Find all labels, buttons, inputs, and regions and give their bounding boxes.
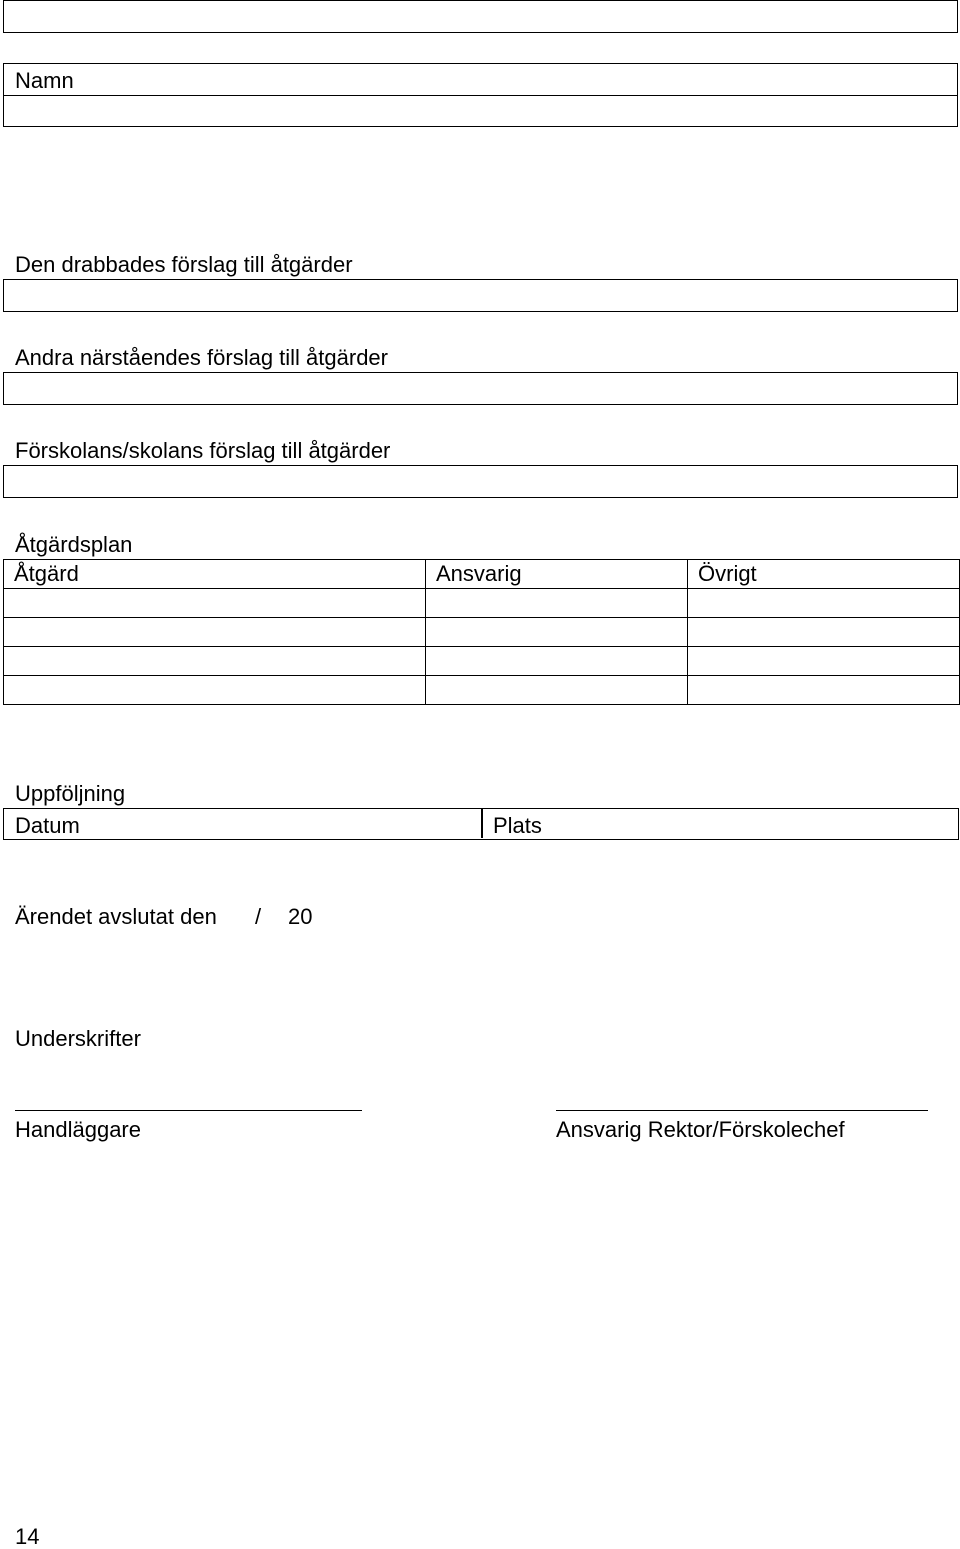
- atgardsplan-heading: Åtgärdsplan: [15, 532, 133, 557]
- table-row: [4, 618, 960, 647]
- namn-field[interactable]: [3, 63, 958, 96]
- table-cell[interactable]: [4, 647, 426, 676]
- underskrifter-heading: Underskrifter: [15, 1026, 141, 1051]
- uppfoljning-row: [3, 808, 959, 840]
- plats-label: Plats: [493, 813, 542, 838]
- table-cell[interactable]: [688, 647, 960, 676]
- page-number: 14: [15, 1524, 40, 1549]
- date-slash: /: [255, 904, 262, 929]
- table-cell[interactable]: [426, 589, 688, 618]
- plats-field[interactable]: [483, 809, 957, 838]
- table-row: [4, 589, 960, 618]
- namn-input-field[interactable]: [3, 95, 958, 127]
- rektor-label: Ansvarig Rektor/Förskolechef: [556, 1117, 845, 1142]
- drabbades-field[interactable]: [3, 279, 958, 312]
- table-cell[interactable]: [426, 647, 688, 676]
- skolans-field[interactable]: [3, 465, 958, 498]
- top-blank-field[interactable]: [3, 0, 958, 33]
- namn-label: Namn: [15, 68, 74, 93]
- table-row: [4, 647, 960, 676]
- column-header-atgard: Åtgärd: [4, 560, 426, 589]
- table-header-row: [4, 560, 960, 589]
- table-cell[interactable]: [688, 589, 960, 618]
- signature-line-handlaggare: [15, 1110, 362, 1111]
- skolans-label: Förskolans/skolans förslag till åtgärder: [15, 438, 391, 463]
- table-cell[interactable]: [426, 676, 688, 705]
- atgardsplan-table: [3, 559, 960, 705]
- handlaggare-label: Handläggare: [15, 1117, 141, 1142]
- column-header-ovrigt: Övrigt: [688, 560, 960, 589]
- narstaende-label: Andra närståendes förslag till åtgärder: [15, 345, 388, 370]
- drabbades-label: Den drabbades förslag till åtgärder: [15, 252, 353, 277]
- signature-line-rektor: [556, 1110, 928, 1111]
- table-cell[interactable]: [688, 618, 960, 647]
- datum-label: Datum: [15, 813, 80, 838]
- table-cell[interactable]: [426, 618, 688, 647]
- table-cell[interactable]: [4, 589, 426, 618]
- date-year: 20: [288, 904, 313, 929]
- narstaende-field[interactable]: [3, 372, 958, 405]
- table-cell[interactable]: [688, 676, 960, 705]
- table-cell[interactable]: [4, 676, 426, 705]
- table-row: [4, 676, 960, 705]
- datum-field[interactable]: [4, 809, 481, 838]
- uppfoljning-heading: Uppföljning: [15, 781, 126, 806]
- arendet-avslutat-label: Ärendet avslutat den: [15, 904, 217, 929]
- column-header-ansvarig: Ansvarig: [426, 560, 688, 589]
- table-cell[interactable]: [4, 618, 426, 647]
